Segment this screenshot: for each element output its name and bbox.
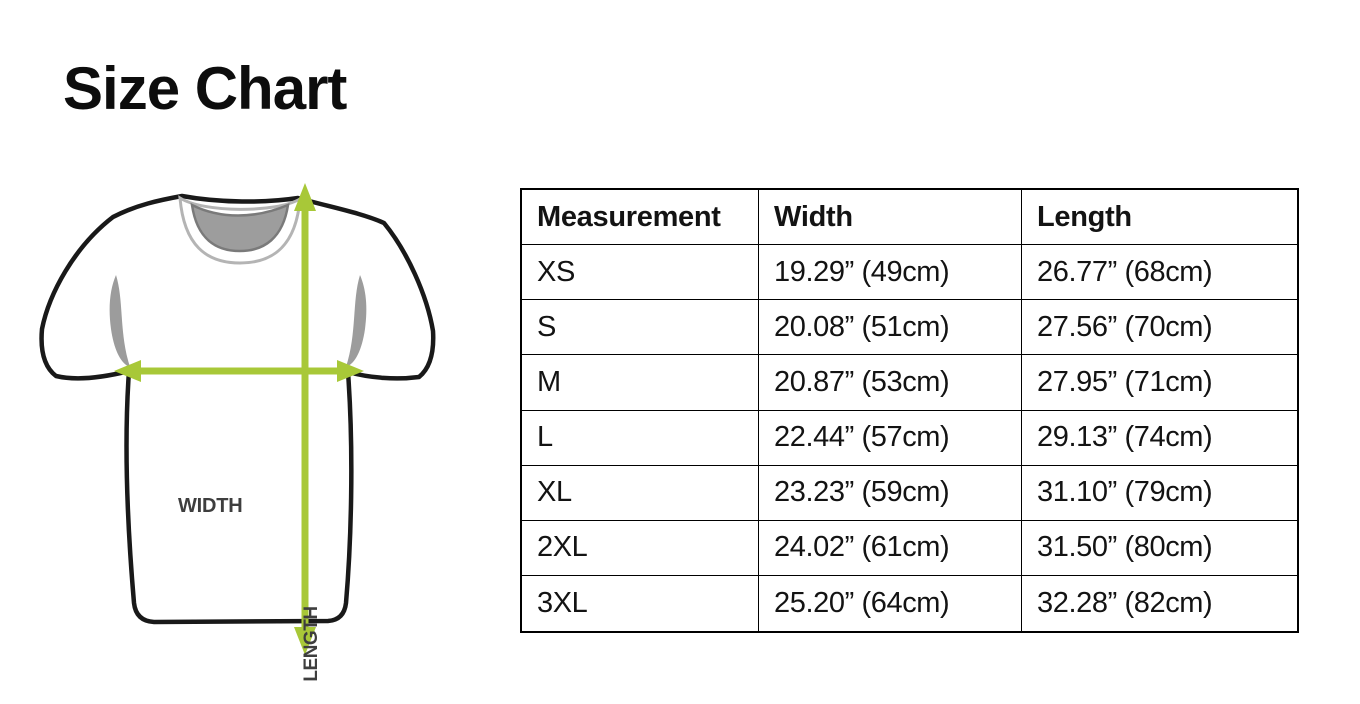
size-cell-xs: XS — [522, 245, 759, 300]
width-cell-xl: 23.23” (59cm) — [759, 466, 1022, 521]
size-cell-3xl: 3XL — [522, 576, 759, 631]
size-chart-table — [520, 188, 1299, 633]
length-cell-xs: 26.77” (68cm) — [1022, 245, 1297, 300]
width-cell-2xl: 24.02” (61cm) — [759, 521, 1022, 576]
size-cell-l: L — [522, 411, 759, 466]
length-cell-m: 27.95” (71cm) — [1022, 355, 1297, 410]
width-cell-xs: 19.29” (49cm) — [759, 245, 1022, 300]
size-cell-s: S — [522, 300, 759, 355]
length-cell-2xl: 31.50” (80cm) — [1022, 521, 1297, 576]
width-cell-3xl: 25.20” (64cm) — [759, 576, 1022, 631]
width-cell-s: 20.08” (51cm) — [759, 300, 1022, 355]
length-dimension-label: LENGTH — [301, 606, 322, 682]
width-dimension-label: WIDTH — [178, 495, 243, 517]
header-cell-width: Width — [759, 190, 1022, 245]
width-cell-m: 20.87” (53cm) — [759, 355, 1022, 410]
size-cell-m: M — [522, 355, 759, 410]
size-cell-xl: XL — [522, 466, 759, 521]
width-cell-l: 22.44” (57cm) — [759, 411, 1022, 466]
size-cell-2xl: 2XL — [522, 521, 759, 576]
tshirt-measurement-diagram — [30, 155, 470, 682]
length-cell-s: 27.56” (70cm) — [1022, 300, 1297, 355]
length-cell-xl: 31.10” (79cm) — [1022, 466, 1297, 521]
length-cell-l: 29.13” (74cm) — [1022, 411, 1297, 466]
tshirt-illustration — [30, 155, 470, 675]
page-title: Size Chart — [63, 55, 347, 122]
header-cell-measurement: Measurement — [522, 190, 759, 245]
length-cell-3xl: 32.28” (82cm) — [1037, 586, 1213, 619]
header-cell-length: Length — [1022, 190, 1297, 245]
